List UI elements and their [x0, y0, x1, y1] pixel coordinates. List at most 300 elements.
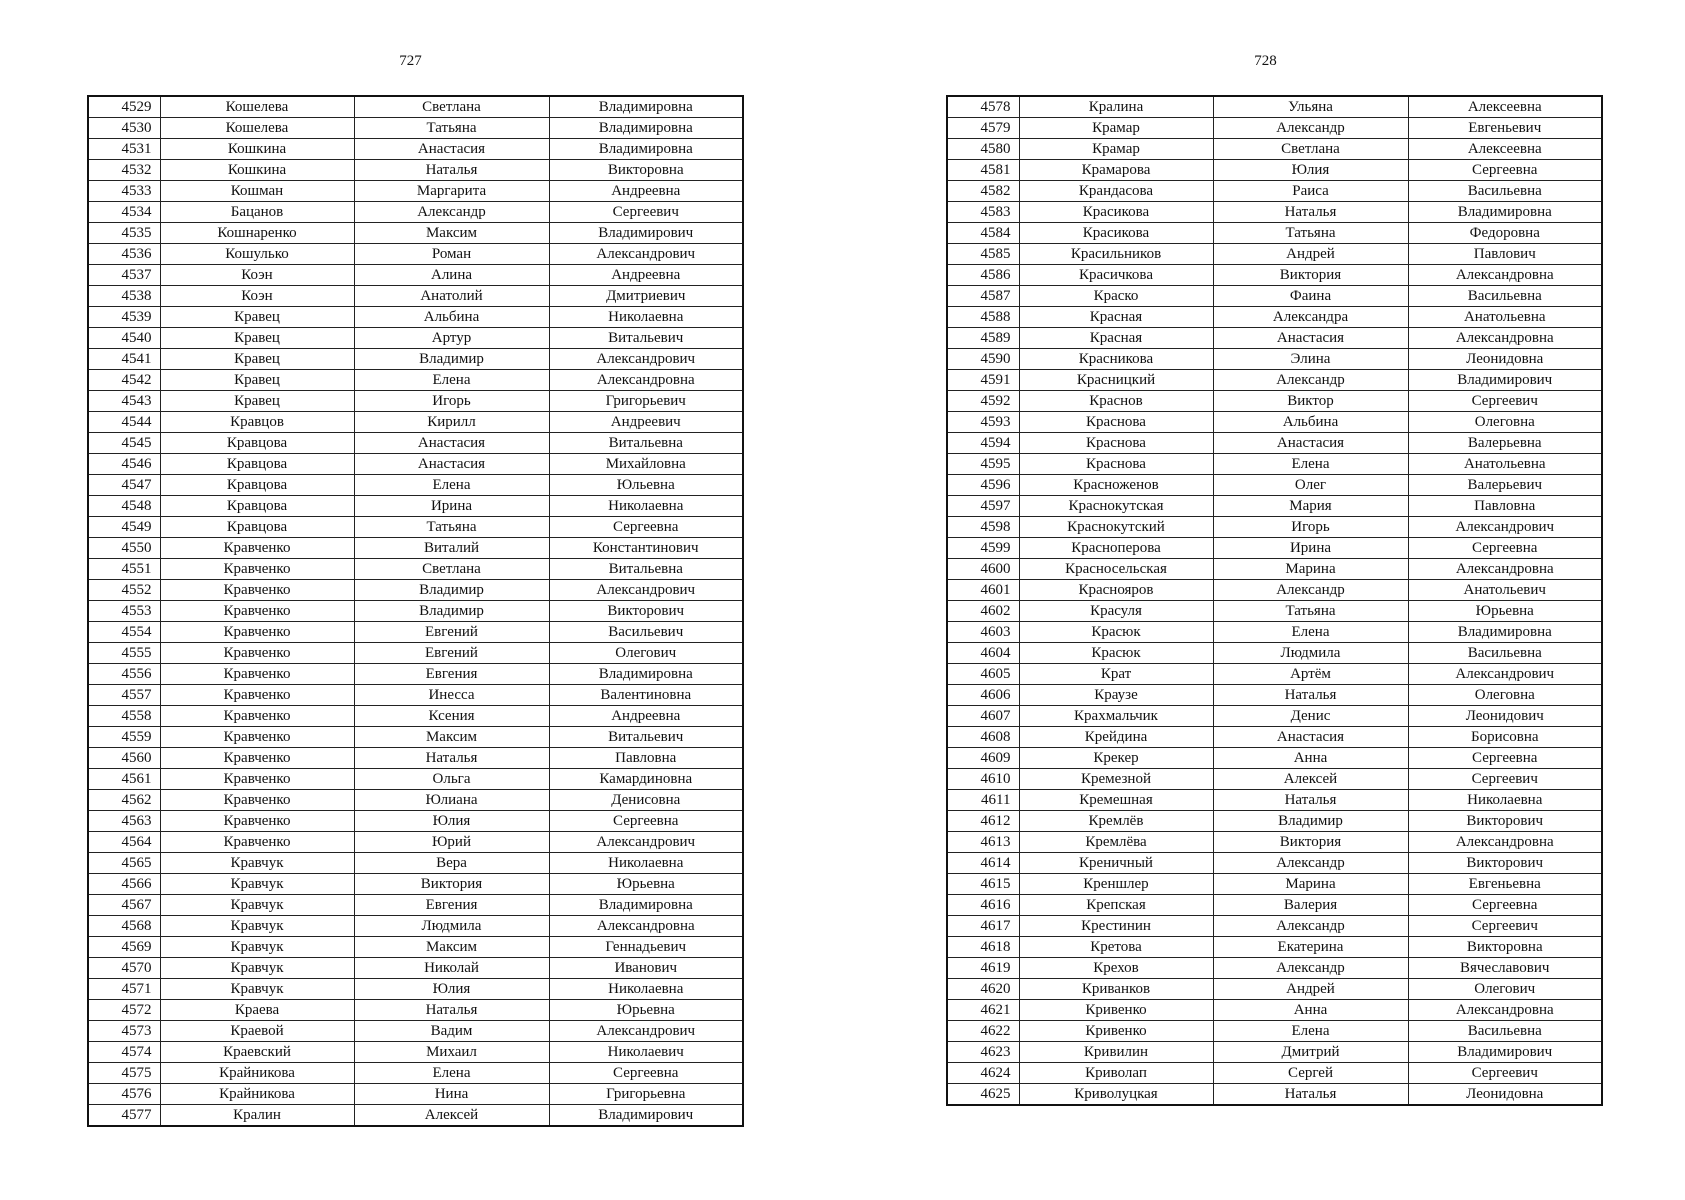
- first-name-cell: Владимир: [354, 601, 549, 622]
- first-name-cell: Татьяна: [354, 517, 549, 538]
- first-name-cell: Игорь: [1213, 517, 1408, 538]
- first-name-cell: Денис: [1213, 706, 1408, 727]
- table-row: [88, 916, 743, 937]
- first-name-cell: Александр: [354, 202, 549, 223]
- surname-cell: Криванков: [1019, 979, 1213, 1000]
- first-name-cell: Дмитрий: [1213, 1042, 1408, 1063]
- row-number: 4581: [947, 160, 1019, 181]
- table-row: [947, 118, 1602, 139]
- table-row: [947, 853, 1602, 874]
- first-name-cell: Юлиана: [354, 790, 549, 811]
- row-number: 4543: [88, 391, 160, 412]
- first-name-cell: Евгения: [354, 895, 549, 916]
- surname-cell: Краснояров: [1019, 580, 1213, 601]
- row-number: 4565: [88, 853, 160, 874]
- row-number: 4529: [88, 96, 160, 118]
- surname-cell: Красноженов: [1019, 475, 1213, 496]
- row-number: 4588: [947, 307, 1019, 328]
- table-row: [947, 769, 1602, 790]
- patronymic-cell: Александровна: [549, 370, 743, 391]
- patronymic-cell: Юрьевна: [549, 1000, 743, 1021]
- first-name-cell: Алексей: [354, 1105, 549, 1127]
- surname-cell: Краснова: [1019, 433, 1213, 454]
- table-row: [947, 139, 1602, 160]
- patronymic-cell: Павловна: [1408, 496, 1602, 517]
- surname-cell: Кошелева: [160, 118, 354, 139]
- first-name-cell: Александр: [1213, 853, 1408, 874]
- first-name-cell: Ирина: [1213, 538, 1408, 559]
- patronymic-cell: Владимировна: [1408, 622, 1602, 643]
- first-name-cell: Виктория: [1213, 265, 1408, 286]
- patronymic-cell: Андреевна: [549, 265, 743, 286]
- surname-cell: Кравцова: [160, 433, 354, 454]
- patronymic-cell: Николаевна: [549, 853, 743, 874]
- first-name-cell: Марина: [1213, 874, 1408, 895]
- patronymic-cell: Григорьевич: [549, 391, 743, 412]
- table-row: [88, 874, 743, 895]
- surname-cell: Кравец: [160, 328, 354, 349]
- patronymic-cell: Васильевна: [1408, 286, 1602, 307]
- row-number: 4578: [947, 96, 1019, 118]
- patronymic-cell: Борисовна: [1408, 727, 1602, 748]
- table-row: [88, 223, 743, 244]
- row-number: 4552: [88, 580, 160, 601]
- first-name-cell: Альбина: [1213, 412, 1408, 433]
- first-name-cell: Наталья: [1213, 790, 1408, 811]
- table-row: [947, 517, 1602, 538]
- patronymic-cell: Олеговна: [1408, 685, 1602, 706]
- table-row: [88, 601, 743, 622]
- row-number: 4557: [88, 685, 160, 706]
- surname-cell: Коэн: [160, 286, 354, 307]
- patronymic-cell: Сергеевич: [549, 202, 743, 223]
- first-name-cell: Анастасия: [354, 139, 549, 160]
- table-row: [88, 370, 743, 391]
- patronymic-cell: Сергеевна: [1408, 538, 1602, 559]
- table-row: [88, 328, 743, 349]
- surname-cell: Кравченко: [160, 601, 354, 622]
- surname-cell: Кравченко: [160, 811, 354, 832]
- surname-cell: Криволуцкая: [1019, 1084, 1213, 1106]
- row-number: 4568: [88, 916, 160, 937]
- row-number: 4563: [88, 811, 160, 832]
- table-row: [88, 643, 743, 664]
- patronymic-cell: Олеговна: [1408, 412, 1602, 433]
- first-name-cell: Евгений: [354, 643, 549, 664]
- table-row: [947, 832, 1602, 853]
- table-row: [88, 286, 743, 307]
- row-number: 4586: [947, 265, 1019, 286]
- surname-cell: Кравченко: [160, 580, 354, 601]
- patronymic-cell: Сергеевна: [549, 811, 743, 832]
- first-name-cell: Елена: [1213, 454, 1408, 475]
- table-row: [947, 181, 1602, 202]
- first-name-cell: Михаил: [354, 1042, 549, 1063]
- patronymic-cell: Александрович: [1408, 517, 1602, 538]
- row-number: 4607: [947, 706, 1019, 727]
- surname-cell: Креншлер: [1019, 874, 1213, 895]
- first-name-cell: Ксения: [354, 706, 549, 727]
- surname-cell: Кравец: [160, 370, 354, 391]
- first-name-cell: Людмила: [354, 916, 549, 937]
- table-row: [947, 601, 1602, 622]
- table-row: [947, 685, 1602, 706]
- patronymic-cell: Валерьевна: [1408, 433, 1602, 454]
- first-name-cell: Юлия: [1213, 160, 1408, 181]
- surname-cell: Кравченко: [160, 769, 354, 790]
- row-number: 4567: [88, 895, 160, 916]
- row-number: 4572: [88, 1000, 160, 1021]
- surname-cell: Кремезной: [1019, 769, 1213, 790]
- first-name-cell: Наталья: [1213, 685, 1408, 706]
- first-name-cell: Вера: [354, 853, 549, 874]
- surname-cell: Крейдина: [1019, 727, 1213, 748]
- surname-cell: Красноперова: [1019, 538, 1213, 559]
- table-row: [947, 370, 1602, 391]
- table-row: [88, 496, 743, 517]
- first-name-cell: Ирина: [354, 496, 549, 517]
- row-number: 4590: [947, 349, 1019, 370]
- row-number: 4559: [88, 727, 160, 748]
- row-number: 4548: [88, 496, 160, 517]
- surname-cell: Кривилин: [1019, 1042, 1213, 1063]
- first-name-cell: Светлана: [354, 559, 549, 580]
- table-row: [88, 160, 743, 181]
- row-number: 4569: [88, 937, 160, 958]
- surname-cell: Кравченко: [160, 706, 354, 727]
- row-number: 4610: [947, 769, 1019, 790]
- first-name-cell: Мария: [1213, 496, 1408, 517]
- row-number: 4591: [947, 370, 1019, 391]
- table-row: [947, 454, 1602, 475]
- row-number: 4596: [947, 475, 1019, 496]
- patronymic-cell: Андреевич: [549, 412, 743, 433]
- first-name-cell: Николай: [354, 958, 549, 979]
- table-row: [947, 1021, 1602, 1042]
- first-name-cell: Максим: [354, 727, 549, 748]
- surname-cell: Красная: [1019, 328, 1213, 349]
- row-number: 4622: [947, 1021, 1019, 1042]
- surname-cell: Кретова: [1019, 937, 1213, 958]
- first-name-cell: Наталья: [1213, 202, 1408, 223]
- surname-cell: Красная: [1019, 307, 1213, 328]
- surname-cell: Красницкий: [1019, 370, 1213, 391]
- first-name-cell: Артур: [354, 328, 549, 349]
- first-name-cell: Виктор: [1213, 391, 1408, 412]
- table-row: [88, 349, 743, 370]
- table-row: [947, 643, 1602, 664]
- surname-cell: Кравченко: [160, 832, 354, 853]
- first-name-cell: Виктория: [354, 874, 549, 895]
- row-number: 4625: [947, 1084, 1019, 1106]
- surname-cell: Крат: [1019, 664, 1213, 685]
- table-row: [947, 349, 1602, 370]
- surname-cell: Краевой: [160, 1021, 354, 1042]
- patronymic-cell: Викторович: [1408, 853, 1602, 874]
- patronymic-cell: Александровна: [1408, 832, 1602, 853]
- surname-cell: Кравцова: [160, 496, 354, 517]
- row-number: 4530: [88, 118, 160, 139]
- patronymic-cell: Сергеевич: [1408, 916, 1602, 937]
- table-row: [947, 727, 1602, 748]
- surname-cell: Кравчук: [160, 874, 354, 895]
- first-name-cell: Александр: [1213, 958, 1408, 979]
- patronymic-cell: Владимировна: [549, 118, 743, 139]
- surname-cell: Крамарова: [1019, 160, 1213, 181]
- table-row: [88, 202, 743, 223]
- table-row: [88, 538, 743, 559]
- table-row: [947, 559, 1602, 580]
- surname-cell: Кравченко: [160, 790, 354, 811]
- first-name-cell: Наталья: [1213, 1084, 1408, 1106]
- first-name-cell: Анастасия: [1213, 727, 1408, 748]
- row-number: 4531: [88, 139, 160, 160]
- patronymic-cell: Александровна: [1408, 559, 1602, 580]
- surname-cell: Кравченко: [160, 727, 354, 748]
- first-name-cell: Александр: [1213, 580, 1408, 601]
- first-name-cell: Максим: [354, 937, 549, 958]
- first-name-cell: Марина: [1213, 559, 1408, 580]
- table-row: [88, 139, 743, 160]
- table-row: [947, 307, 1602, 328]
- patronymic-cell: Вячеславович: [1408, 958, 1602, 979]
- patronymic-cell: Васильевич: [549, 622, 743, 643]
- first-name-cell: Елена: [1213, 622, 1408, 643]
- surname-cell: Кравчук: [160, 958, 354, 979]
- row-number: 4621: [947, 1000, 1019, 1021]
- table-row: [88, 622, 743, 643]
- table-row: [947, 706, 1602, 727]
- patronymic-cell: Геннадьевич: [549, 937, 743, 958]
- row-number: 4576: [88, 1084, 160, 1105]
- patronymic-cell: Владимирович: [1408, 1042, 1602, 1063]
- patronymic-cell: Витальевич: [549, 727, 743, 748]
- first-name-cell: Александра: [1213, 307, 1408, 328]
- patronymic-cell: Леонидовна: [1408, 349, 1602, 370]
- first-name-cell: Владимир: [354, 349, 549, 370]
- row-number: 4562: [88, 790, 160, 811]
- row-number: 4604: [947, 643, 1019, 664]
- patronymic-cell: Владимировна: [549, 895, 743, 916]
- patronymic-cell: Сергеевич: [1408, 391, 1602, 412]
- table-row: [88, 475, 743, 496]
- row-number: 4608: [947, 727, 1019, 748]
- surname-cell: Кошкина: [160, 160, 354, 181]
- table-row: [88, 265, 743, 286]
- surname-cell: Краснова: [1019, 454, 1213, 475]
- table-row: [947, 328, 1602, 349]
- surname-cell: Краснов: [1019, 391, 1213, 412]
- surname-cell: Кравчук: [160, 853, 354, 874]
- first-name-cell: Сергей: [1213, 1063, 1408, 1084]
- first-name-cell: Елена: [1213, 1021, 1408, 1042]
- table-row: [947, 223, 1602, 244]
- first-name-cell: Артём: [1213, 664, 1408, 685]
- first-name-cell: Наталья: [354, 748, 549, 769]
- table-row: [88, 307, 743, 328]
- first-name-cell: Вадим: [354, 1021, 549, 1042]
- patronymic-cell: Викторовна: [1408, 937, 1602, 958]
- surname-cell: Кремлёв: [1019, 811, 1213, 832]
- patronymic-cell: Денисовна: [549, 790, 743, 811]
- patronymic-cell: Анатольевич: [1408, 580, 1602, 601]
- patronymic-cell: Евгеньевна: [1408, 874, 1602, 895]
- first-name-cell: Ульяна: [1213, 96, 1408, 118]
- surname-cell: Кравченко: [160, 559, 354, 580]
- patronymic-cell: Александрович: [549, 1021, 743, 1042]
- row-number: 4583: [947, 202, 1019, 223]
- row-number: 4592: [947, 391, 1019, 412]
- surname-cell: Кравченко: [160, 748, 354, 769]
- surname-cell: Кравченко: [160, 685, 354, 706]
- patronymic-cell: Николаевна: [549, 307, 743, 328]
- first-name-cell: Владимир: [354, 580, 549, 601]
- patronymic-cell: Евгеньевич: [1408, 118, 1602, 139]
- row-number: 4554: [88, 622, 160, 643]
- row-number: 4577: [88, 1105, 160, 1127]
- patronymic-cell: Викторович: [1408, 811, 1602, 832]
- row-number: 4620: [947, 979, 1019, 1000]
- surname-cell: Кошелева: [160, 96, 354, 118]
- patronymic-cell: Александрович: [549, 580, 743, 601]
- row-number: 4595: [947, 454, 1019, 475]
- patronymic-cell: Николаевна: [549, 979, 743, 1000]
- surname-cell: Кралина: [1019, 96, 1213, 118]
- patronymic-cell: Сергеевна: [1408, 160, 1602, 181]
- row-number: 4582: [947, 181, 1019, 202]
- first-name-cell: Анатолий: [354, 286, 549, 307]
- patronymic-cell: Васильевна: [1408, 1021, 1602, 1042]
- surname-cell: Крепская: [1019, 895, 1213, 916]
- first-name-cell: Нина: [354, 1084, 549, 1105]
- patronymic-cell: Алексеевна: [1408, 96, 1602, 118]
- surname-cell: Кривенко: [1019, 1000, 1213, 1021]
- surname-cell: Кравченко: [160, 664, 354, 685]
- patronymic-cell: Федоровна: [1408, 223, 1602, 244]
- roster-table: [946, 95, 1603, 1106]
- first-name-cell: Елена: [354, 1063, 549, 1084]
- surname-cell: Кравцова: [160, 475, 354, 496]
- first-name-cell: Элина: [1213, 349, 1408, 370]
- surname-cell: Креничный: [1019, 853, 1213, 874]
- patronymic-cell: Васильевна: [1408, 643, 1602, 664]
- table-row: [88, 517, 743, 538]
- table-row: [947, 265, 1602, 286]
- patronymic-cell: Александровна: [549, 916, 743, 937]
- patronymic-cell: Сергеевич: [1408, 769, 1602, 790]
- patronymic-cell: Николаевна: [1408, 790, 1602, 811]
- table-row: [947, 538, 1602, 559]
- row-number: 4614: [947, 853, 1019, 874]
- patronymic-cell: Павлович: [1408, 244, 1602, 265]
- first-name-cell: Фаина: [1213, 286, 1408, 307]
- row-number: 4589: [947, 328, 1019, 349]
- surname-cell: Кравчук: [160, 895, 354, 916]
- patronymic-cell: Константинович: [549, 538, 743, 559]
- table-row: [947, 1042, 1602, 1063]
- table-row: [947, 580, 1602, 601]
- row-number: 4555: [88, 643, 160, 664]
- table-row: [88, 958, 743, 979]
- patronymic-cell: Александрович: [549, 244, 743, 265]
- row-number: 4603: [947, 622, 1019, 643]
- patronymic-cell: Алексеевна: [1408, 139, 1602, 160]
- surname-cell: Кравченко: [160, 538, 354, 559]
- first-name-cell: Евгения: [354, 664, 549, 685]
- first-name-cell: Анастасия: [354, 454, 549, 475]
- surname-cell: Коэн: [160, 265, 354, 286]
- patronymic-cell: Юрьевна: [549, 874, 743, 895]
- row-number: 4570: [88, 958, 160, 979]
- first-name-cell: Альбина: [354, 307, 549, 328]
- table-row: [88, 769, 743, 790]
- row-number: 4541: [88, 349, 160, 370]
- surname-cell: Бацанов: [160, 202, 354, 223]
- table-row: [947, 433, 1602, 454]
- row-number: 4550: [88, 538, 160, 559]
- table-row: [947, 790, 1602, 811]
- surname-cell: Краевский: [160, 1042, 354, 1063]
- table-row: [947, 958, 1602, 979]
- row-number: 4566: [88, 874, 160, 895]
- row-number: 4612: [947, 811, 1019, 832]
- surname-cell: Красюк: [1019, 622, 1213, 643]
- table-row: [947, 622, 1602, 643]
- patronymic-cell: Александрович: [549, 349, 743, 370]
- patronymic-cell: Михайловна: [549, 454, 743, 475]
- patronymic-cell: Леонидович: [1408, 706, 1602, 727]
- row-number: 4584: [947, 223, 1019, 244]
- surname-cell: Кошнаренко: [160, 223, 354, 244]
- table-row: [947, 1084, 1602, 1106]
- row-number: 4536: [88, 244, 160, 265]
- row-number: 4593: [947, 412, 1019, 433]
- table-row: [947, 475, 1602, 496]
- patronymic-cell: Валерьевич: [1408, 475, 1602, 496]
- patronymic-cell: Анатольевна: [1408, 454, 1602, 475]
- table-row: [88, 391, 743, 412]
- row-number: 4599: [947, 538, 1019, 559]
- patronymic-cell: Анатольевна: [1408, 307, 1602, 328]
- patronymic-cell: Андреевна: [549, 706, 743, 727]
- surname-cell: Кравченко: [160, 622, 354, 643]
- table-row: [88, 727, 743, 748]
- surname-cell: Кравец: [160, 349, 354, 370]
- row-number: 4624: [947, 1063, 1019, 1084]
- patronymic-cell: Валентиновна: [549, 685, 743, 706]
- row-number: 4623: [947, 1042, 1019, 1063]
- surname-cell: Кравцова: [160, 454, 354, 475]
- first-name-cell: Раиса: [1213, 181, 1408, 202]
- table-row: [88, 1000, 743, 1021]
- surname-cell: Криволап: [1019, 1063, 1213, 1084]
- first-name-cell: Александр: [1213, 118, 1408, 139]
- row-number: 4544: [88, 412, 160, 433]
- row-number: 4613: [947, 832, 1019, 853]
- row-number: 4539: [88, 307, 160, 328]
- first-name-cell: Людмила: [1213, 643, 1408, 664]
- row-number: 4611: [947, 790, 1019, 811]
- row-number: 4618: [947, 937, 1019, 958]
- patronymic-cell: Павловна: [549, 748, 743, 769]
- row-number: 4533: [88, 181, 160, 202]
- patronymic-cell: Владимировна: [549, 96, 743, 118]
- surname-cell: Кравец: [160, 307, 354, 328]
- table-row: [88, 1042, 743, 1063]
- row-number: 4606: [947, 685, 1019, 706]
- patronymic-cell: Александровна: [1408, 1000, 1602, 1021]
- surname-cell: Краснокутский: [1019, 517, 1213, 538]
